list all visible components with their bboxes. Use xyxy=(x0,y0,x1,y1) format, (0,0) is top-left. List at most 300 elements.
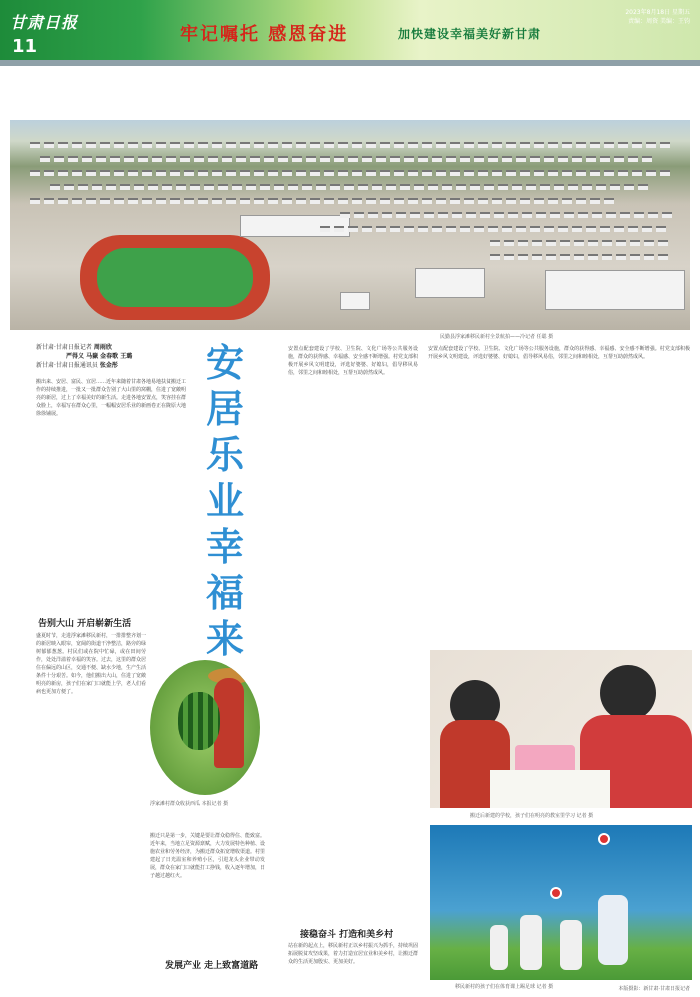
village-house xyxy=(278,156,288,162)
body-column-a: 盛夏时节，走进浮家滩移民新村，一排排整齐划一的新居映入眼帘，宽阔的街道干净整洁，路旁的绿树郁郁葱葱。村民们或在院中忙碌，或在田间劳作，处处洋溢着幸福的笑容。过去，这里的群众居住在偏远的山区，交通不便、缺水少地，生产生活条件十分艰苦。如今，他们搬出大山，住进了宽敞明亮的新房，孩子们在家门口就能上学，老人们看病也更加方便了。 xyxy=(36,633,146,695)
byline-label-3: 新甘肃·甘肃日报通讯员 xyxy=(36,362,98,369)
village-house xyxy=(460,226,470,232)
village-house xyxy=(604,198,614,204)
village-house xyxy=(96,156,106,162)
village-house xyxy=(92,184,102,190)
village-house xyxy=(488,226,498,232)
village-house xyxy=(642,156,652,162)
village-house xyxy=(530,226,540,232)
village-house xyxy=(190,184,200,190)
village-house xyxy=(408,198,418,204)
village-house xyxy=(558,226,568,232)
village-house xyxy=(492,142,502,148)
village-house xyxy=(656,226,666,232)
village-house xyxy=(544,156,554,162)
village-house xyxy=(638,184,648,190)
village-house xyxy=(560,240,570,246)
village-house xyxy=(588,240,598,246)
village-house xyxy=(320,226,330,232)
banner-headline: 牢记嘱托 感恩奋进 xyxy=(180,24,349,45)
byline-names-2: 严得义 马嶽 金春歌 王璐 xyxy=(66,353,133,360)
kid-figure-4 xyxy=(490,925,508,970)
village-house xyxy=(610,184,620,190)
student-head-2 xyxy=(600,665,656,721)
village-house xyxy=(532,240,542,246)
village-house xyxy=(464,142,474,148)
village-house xyxy=(400,184,410,190)
village-house xyxy=(316,184,326,190)
village-house xyxy=(644,254,654,260)
village-house xyxy=(166,156,176,162)
village-house xyxy=(602,240,612,246)
village-house xyxy=(198,170,208,176)
village-house xyxy=(632,170,642,176)
football-field xyxy=(97,248,253,307)
village-house xyxy=(574,240,584,246)
village-house xyxy=(334,226,344,232)
village-house xyxy=(106,184,116,190)
village-house xyxy=(658,254,668,260)
village-house xyxy=(582,184,592,190)
village-house xyxy=(254,198,264,204)
village-house xyxy=(352,170,362,176)
classroom-photo xyxy=(430,650,692,808)
village-house xyxy=(114,198,124,204)
village-house xyxy=(490,254,500,260)
village-house xyxy=(460,156,470,162)
village-house xyxy=(534,170,544,176)
village-house xyxy=(404,226,414,232)
village-house xyxy=(546,254,556,260)
village-house xyxy=(170,198,180,204)
village-house xyxy=(632,142,642,148)
village-house xyxy=(506,198,516,204)
village-house xyxy=(100,170,110,176)
village-house xyxy=(362,156,372,162)
village-house xyxy=(58,142,68,148)
football-2 xyxy=(550,887,562,899)
village-house xyxy=(490,240,500,246)
village-house xyxy=(616,254,626,260)
village-house xyxy=(418,226,428,232)
village-house xyxy=(578,212,588,218)
village-house xyxy=(494,212,504,218)
village-house xyxy=(478,142,488,148)
header-divider xyxy=(0,60,700,66)
village-house xyxy=(536,212,546,218)
kid-figure-2 xyxy=(520,915,542,970)
football-1 xyxy=(598,833,610,845)
village-house xyxy=(44,170,54,176)
village-house xyxy=(558,156,568,162)
village-house xyxy=(288,184,298,190)
village-house xyxy=(366,142,376,148)
village-house xyxy=(506,170,516,176)
village-house xyxy=(660,142,670,148)
village-house xyxy=(518,254,528,260)
village-house xyxy=(376,226,386,232)
village-house xyxy=(446,156,456,162)
village-house xyxy=(614,156,624,162)
newspaper-logo: 甘肃日报 xyxy=(10,13,79,32)
village-house xyxy=(296,198,306,204)
village-house xyxy=(124,156,134,162)
village-house xyxy=(268,170,278,176)
village-house xyxy=(518,240,528,246)
village-house xyxy=(452,212,462,218)
village-house xyxy=(376,156,386,162)
village-house xyxy=(30,170,40,176)
village-house xyxy=(324,170,334,176)
village-house xyxy=(334,156,344,162)
village-house xyxy=(240,170,250,176)
classroom-caption: 搬迁后新建的学校，孩子们在明亮的教室里学习 记者 摄 xyxy=(470,813,594,819)
village-house xyxy=(436,198,446,204)
village-house xyxy=(156,170,166,176)
village-house xyxy=(176,184,186,190)
village-house xyxy=(296,170,306,176)
village-house xyxy=(464,198,474,204)
village-house xyxy=(120,184,130,190)
village-house xyxy=(204,184,214,190)
kid-figure-1 xyxy=(598,895,628,965)
village-house xyxy=(292,156,302,162)
banner-subheadline: 加快建设幸福美好新甘肃 xyxy=(398,27,542,41)
village-house xyxy=(646,170,656,176)
village-house xyxy=(464,170,474,176)
village-house xyxy=(474,156,484,162)
village-house xyxy=(170,142,180,148)
village-house xyxy=(522,212,532,218)
village-house xyxy=(606,212,616,218)
village-house xyxy=(562,142,572,148)
village-house xyxy=(162,184,172,190)
village-house xyxy=(564,212,574,218)
village-house xyxy=(362,226,372,232)
section-heading-2: 发展产业 走上致富道路 xyxy=(165,961,259,971)
village-house xyxy=(534,142,544,148)
village-house xyxy=(450,142,460,148)
village-house xyxy=(380,142,390,148)
village-house xyxy=(576,198,586,204)
village-house xyxy=(306,156,316,162)
village-house xyxy=(548,198,558,204)
village-house xyxy=(478,170,488,176)
village-house xyxy=(422,142,432,148)
village-house xyxy=(540,184,550,190)
village-house xyxy=(502,156,512,162)
issue-editors: 责编：周资 美编：王钧 xyxy=(628,18,690,25)
village-house xyxy=(470,184,480,190)
byline-name-1: 周雨欣 xyxy=(93,344,112,351)
byline xyxy=(36,343,186,370)
village-house xyxy=(170,170,180,176)
village-house xyxy=(520,170,530,176)
village-house xyxy=(516,156,526,162)
village-house xyxy=(86,170,96,176)
village-house xyxy=(30,198,40,204)
village-house xyxy=(264,156,274,162)
village-house xyxy=(68,156,78,162)
village-house xyxy=(372,184,382,190)
village-house xyxy=(274,184,284,190)
village-house xyxy=(604,142,614,148)
village-house xyxy=(348,156,358,162)
village-house xyxy=(648,212,658,218)
village-house xyxy=(222,156,232,162)
village-house xyxy=(526,184,536,190)
village-house xyxy=(600,156,610,162)
village-house xyxy=(544,226,554,232)
village-house xyxy=(310,142,320,148)
village-house xyxy=(422,198,432,204)
village-house xyxy=(618,142,628,148)
village-house xyxy=(634,212,644,218)
village-house xyxy=(352,198,362,204)
body-column-d: 站在新的起点上，移民新村正以乡村振兴为抓手，持续巩固拓展脱贫攻坚成果，着力打造宜居宜业和美乡村，让搬迁群众的生活更加殷实、更加美好。 xyxy=(288,943,418,965)
village-house xyxy=(436,170,446,176)
village-house xyxy=(260,184,270,190)
village-house xyxy=(338,170,348,176)
village-house xyxy=(504,254,514,260)
village-house xyxy=(492,170,502,176)
village-house xyxy=(534,198,544,204)
page-header xyxy=(0,0,700,66)
village-house xyxy=(50,184,60,190)
village-house xyxy=(590,198,600,204)
village-house xyxy=(254,170,264,176)
village-house xyxy=(268,142,278,148)
village-house xyxy=(110,156,120,162)
village-house xyxy=(212,170,222,176)
village-house xyxy=(644,240,654,246)
village-house xyxy=(480,212,490,218)
village-house xyxy=(576,170,586,176)
village-house xyxy=(368,212,378,218)
issue-meta xyxy=(625,8,690,26)
village-house xyxy=(184,198,194,204)
village-house xyxy=(246,184,256,190)
village-house xyxy=(232,184,242,190)
village-house xyxy=(628,226,638,232)
kid-figure-3 xyxy=(560,920,582,970)
village-house xyxy=(546,240,556,246)
village-house xyxy=(548,170,558,176)
village-house xyxy=(574,254,584,260)
village-house xyxy=(586,226,596,232)
village-house xyxy=(504,240,514,246)
village-house xyxy=(282,170,292,176)
sports-caption: 移民新村的孩子们在体育课上踢足球 记者 摄 xyxy=(455,984,554,990)
village-house xyxy=(250,156,260,162)
melon-photo xyxy=(150,660,260,795)
village-house xyxy=(572,226,582,232)
village-house xyxy=(520,142,530,148)
village-house xyxy=(54,156,64,162)
village-house xyxy=(560,254,570,260)
village-house xyxy=(134,184,144,190)
village-house xyxy=(212,198,222,204)
village-house xyxy=(390,156,400,162)
village-house xyxy=(600,226,610,232)
village-house xyxy=(588,254,598,260)
village-house xyxy=(156,142,166,148)
village-house xyxy=(532,254,542,260)
village-house xyxy=(184,142,194,148)
village-house xyxy=(340,212,350,218)
village-house xyxy=(254,142,264,148)
village-house xyxy=(128,170,138,176)
village-house xyxy=(128,198,138,204)
body-column-e: 安置点配套建设了学校、卫生院、文化广场等公共服务设施，群众的获得感、幸福感、安全感不断增强。村党支部积极开展乡风文明建设，评选好婆婆、好媳妇，倡导移风易俗，邻里之间和睦相处，互帮互助蔚然成风。 xyxy=(428,346,690,360)
village-house xyxy=(86,198,96,204)
village-house xyxy=(474,226,484,232)
village-house xyxy=(282,198,292,204)
village-house xyxy=(478,198,488,204)
village-house xyxy=(404,156,414,162)
village-house xyxy=(432,156,442,162)
village-house xyxy=(586,156,596,162)
village-house xyxy=(268,198,278,204)
village-house xyxy=(296,142,306,148)
village-house xyxy=(562,198,572,204)
village-house xyxy=(282,142,292,148)
village-house xyxy=(550,212,560,218)
village-house xyxy=(44,198,54,204)
village-house xyxy=(660,170,670,176)
village-house xyxy=(128,142,138,148)
village-house xyxy=(236,156,246,162)
village-house xyxy=(198,142,208,148)
village-house xyxy=(324,198,334,204)
village-house xyxy=(554,184,564,190)
village-house xyxy=(450,198,460,204)
village-house xyxy=(82,156,92,162)
page-footer: 本版摄影：新甘肃·甘肃日报记者 xyxy=(618,986,690,992)
melon-caption: 浮家滩村群众收获西瓜 本报记者 摄 xyxy=(150,801,229,807)
village-house xyxy=(630,240,640,246)
sports-photo xyxy=(430,825,692,980)
village-house xyxy=(58,170,68,176)
village-house xyxy=(428,184,438,190)
village-house xyxy=(492,198,502,204)
village-house xyxy=(394,170,404,176)
village-house xyxy=(616,240,626,246)
village-house xyxy=(396,212,406,218)
village-house xyxy=(498,184,508,190)
village-house xyxy=(72,142,82,148)
village-house xyxy=(390,226,400,232)
village-house xyxy=(658,240,668,246)
aerial-village-photo xyxy=(10,120,690,330)
village-house xyxy=(516,226,526,232)
village-house xyxy=(604,170,614,176)
village-house xyxy=(414,184,424,190)
village-house xyxy=(620,212,630,218)
village-house xyxy=(142,142,152,148)
village-house xyxy=(410,212,420,218)
notebook xyxy=(490,770,610,808)
village-house xyxy=(450,170,460,176)
village-house xyxy=(548,142,558,148)
village-house xyxy=(442,184,452,190)
byline-name-3: 张金彤 xyxy=(99,362,118,369)
village-house xyxy=(568,184,578,190)
village-house xyxy=(212,142,222,148)
village-house xyxy=(624,184,634,190)
village-house xyxy=(618,170,628,176)
village-house xyxy=(310,170,320,176)
village-house xyxy=(218,184,228,190)
village-house xyxy=(572,156,582,162)
village-house xyxy=(44,142,54,148)
village-house xyxy=(408,142,418,148)
village-house xyxy=(512,184,522,190)
village-house xyxy=(354,212,364,218)
village-house xyxy=(590,170,600,176)
village-house xyxy=(324,142,334,148)
village-house xyxy=(344,184,354,190)
village-house xyxy=(30,142,40,148)
village-house xyxy=(446,226,456,232)
village-house xyxy=(380,170,390,176)
village-house xyxy=(408,170,418,176)
village-house xyxy=(366,198,376,204)
clinic-building xyxy=(415,268,485,298)
watermelon xyxy=(178,692,220,750)
village-house xyxy=(302,184,312,190)
village-house xyxy=(156,198,166,204)
village-house xyxy=(142,170,152,176)
village-house xyxy=(530,156,540,162)
village-house xyxy=(330,184,340,190)
village-house xyxy=(662,212,672,218)
village-house xyxy=(592,212,602,218)
village-house xyxy=(646,142,656,148)
village-house xyxy=(310,198,320,204)
village-house xyxy=(488,156,498,162)
village-house xyxy=(508,212,518,218)
village-house xyxy=(72,198,82,204)
village-house xyxy=(86,142,96,148)
village-house xyxy=(114,170,124,176)
village-house xyxy=(506,142,516,148)
village-house xyxy=(226,198,236,204)
village-house xyxy=(184,170,194,176)
village-house xyxy=(596,184,606,190)
village-house xyxy=(520,198,530,204)
village-house xyxy=(240,198,250,204)
village-house xyxy=(198,198,208,204)
village-house xyxy=(380,198,390,204)
village-house xyxy=(208,156,218,162)
body-column-b: 搬迁只是第一步，关键是要让群众稳得住、能致富。近年来，当地立足资源禀赋，大力发展特色种植、设施农业和劳务经济，为搬迁群众拓宽增收渠道。村里建起了日光温室和养殖小区，引进龙头企业带动发展，群众在家门口就能打工挣钱，收入逐年增加，日子越过越红火。 xyxy=(150,833,265,879)
section-heading-3: 接稳奋斗 打造和美乡村 xyxy=(300,930,394,940)
village-house xyxy=(194,156,204,162)
village-house xyxy=(320,156,330,162)
village-house xyxy=(348,226,358,232)
village-house xyxy=(358,184,368,190)
village-house xyxy=(432,226,442,232)
village-house xyxy=(142,198,152,204)
village-house xyxy=(562,170,572,176)
village-house xyxy=(466,212,476,218)
village-house xyxy=(226,170,236,176)
village-house xyxy=(58,198,68,204)
small-building xyxy=(340,292,370,310)
village-house xyxy=(352,142,362,148)
village-house xyxy=(226,142,236,148)
